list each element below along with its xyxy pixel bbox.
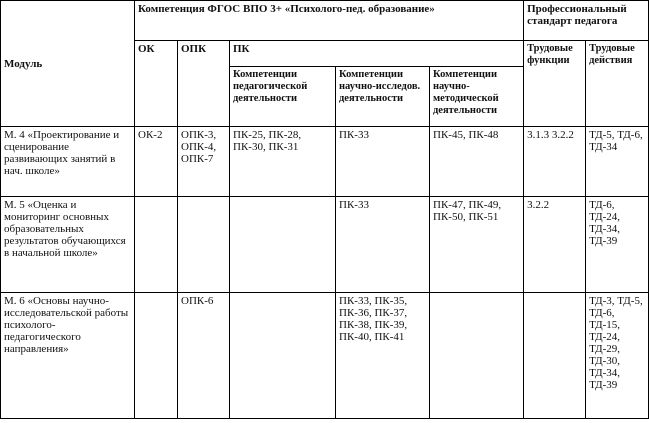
ok-cell: ОК-2 — [135, 127, 178, 197]
pk-ped-cell: ПК-25, ПК-28, ПК-30, ПК-31 — [230, 127, 336, 197]
ok-cell — [135, 197, 178, 293]
pk-method-cell: ПК-45, ПК-48 — [430, 127, 524, 197]
ok-cell — [135, 293, 178, 419]
pk-ped-cell — [230, 197, 336, 293]
pk-method-header: Компетенции научно-методической деятельности — [430, 67, 524, 127]
header-row-1 — [1, 1, 649, 41]
functions-cell: 3.1.3 3.2.2 — [524, 127, 586, 197]
table-row — [1, 197, 649, 293]
pk-research-cell: ПК-33, ПК-35, ПК-36, ПК-37, ПК-38, ПК-39, ПК-40, ПК-41 — [336, 293, 430, 419]
opk-cell: ОПК-3, ОПК-4, ОПК-7 — [178, 127, 230, 197]
actions-cell: ТД-5, ТД-6, ТД-34 — [586, 127, 649, 197]
module-cell: М. 6 «Основы научно-исследовательской работы психолого-педагогического направления» — [1, 293, 135, 419]
actions-cell: ТД-3, ТД-5, ТД-6, ТД-15, ТД-24, ТД-29, ТД-30, ТД-34, ТД-39 — [586, 293, 649, 419]
functions-cell: 3.2.2 — [524, 197, 586, 293]
pk-research-cell: ПК-33 — [336, 197, 430, 293]
opk-cell — [178, 197, 230, 293]
module-header: Модуль — [1, 1, 135, 127]
table-row — [1, 127, 649, 197]
labor-actions-header: Трудовые действия — [586, 41, 649, 127]
pk-research-cell: ПК-33 — [336, 127, 430, 197]
fgos-header: Компетенция ФГОС ВПО 3+ «Психолого-пед. образование» — [135, 1, 524, 41]
functions-cell — [524, 293, 586, 419]
module-cell: М. 4 «Проектирование и сценирование развивающих занятий в нач. школе» — [1, 127, 135, 197]
table-row — [1, 293, 649, 419]
prof-standard-header: Профессиональный стандарт педагога — [524, 1, 649, 41]
pk-header: ПК — [230, 41, 524, 67]
opk-header: ОПК — [178, 41, 230, 127]
pk-method-cell — [430, 293, 524, 419]
opk-cell: ОПК-6 — [178, 293, 230, 419]
pk-ped-header: Компетенции педагогической деятельности — [230, 67, 336, 127]
pk-research-header: Компетенции научно-исследов. деятельности — [336, 67, 430, 127]
pk-ped-cell — [230, 293, 336, 419]
module-cell: М. 5 «Оценка и мониторинг основных образовательных результатов обучающихся в начальной школе» — [1, 197, 135, 293]
actions-cell: ТД-6, ТД-24, ТД-34, ТД-39 — [586, 197, 649, 293]
pk-method-cell: ПК-47, ПК-49, ПК-50, ПК-51 — [430, 197, 524, 293]
labor-functions-header: Трудовые функции — [524, 41, 586, 127]
ok-header: ОК — [135, 41, 178, 127]
